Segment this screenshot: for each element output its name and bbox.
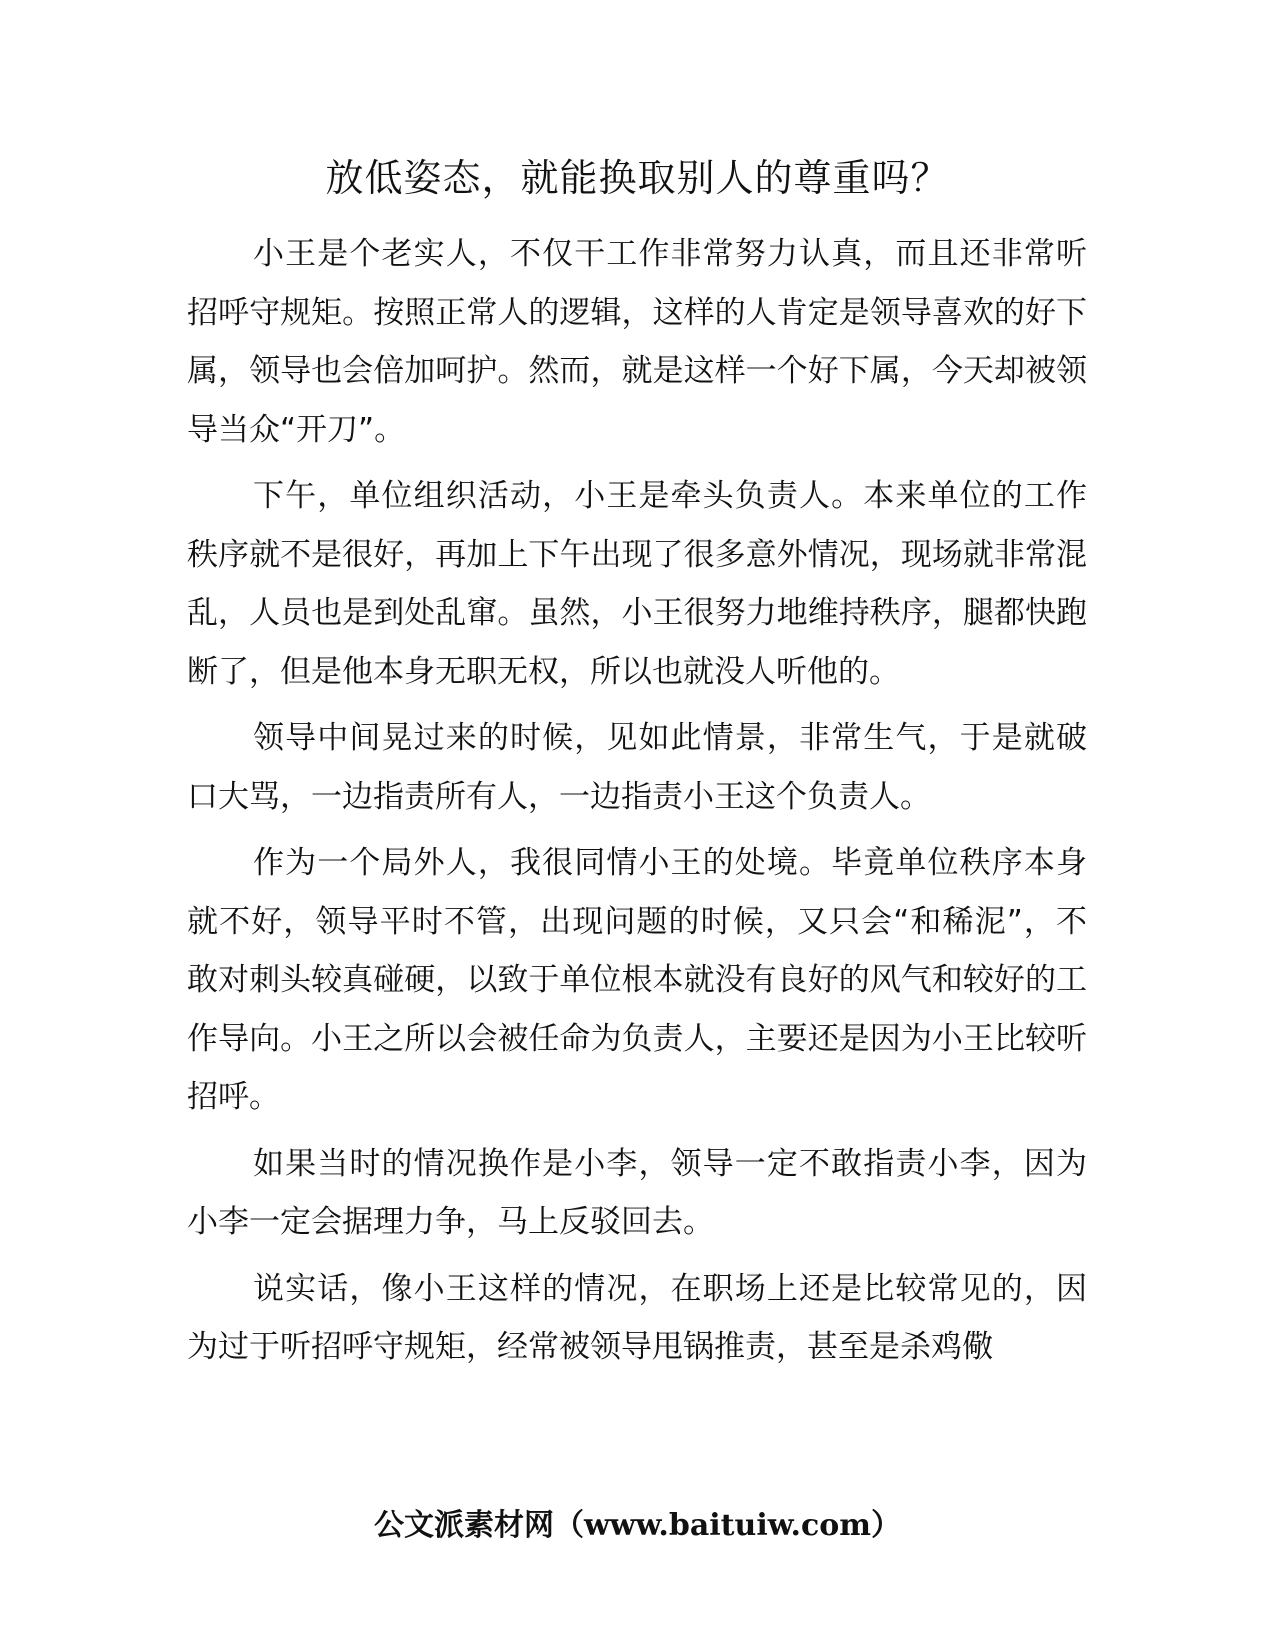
paragraph: 说实话，像小王这样的情况，在职场上还是比较常见的，因为过于听招呼守规矩，经常被领导甩锅推责，甚至是杀鸡儆: [187, 1270, 1087, 1365]
page-footer: 公文派素材网（www.baituiw.com）: [373, 1508, 902, 1543]
document-body: [187, 225, 1087, 1385]
paragraph: 下午，单位组织活动，小王是牵头负责人。本来单位的工作秩序就不是很好，再加上下午出现了很多意外情况，现场就非常混乱，人员也是到处乱窜。虽然，小王很努力地维持秩序，腿都快跑断了，但是他本身无职无权，所以也就没人听他的。: [187, 478, 1087, 690]
paragraph: 领导中间晃过来的时候，见如此情景，非常生气，于是就破口大骂，一边指责所有人，一边指责小王这个负责人。: [187, 720, 1087, 815]
paragraph: 如果当时的情况换作是小李，领导一定不敢指责小李，因为小李一定会据理力争，马上反驳回去。: [187, 1145, 1087, 1240]
paragraph: 小王是个老实人，不仅干工作非常努力认真，而且还非常听招呼守规矩。按照正常人的逻辑，这样的人肯定是领导喜欢的好下属，领导也会倍加呵护。然而，就是这样一个好下属，今天却被领导当众“开刀”。: [187, 236, 1087, 448]
paragraph: 作为一个局外人，我很同情小王的处境。毕竟单位秩序本身就不好，领导平时不管，出现问题的时候，又只会“和稀泥”，不敢对刺头较真碰硬，以致于单位根本就没有良好的风气和较好的工作导向。小王之所以会被任命为负责人，主要还是因为小王比较听招呼。: [187, 845, 1087, 1115]
document-title: 放低姿态，就能换取别人的尊重吗？: [325, 156, 950, 200]
